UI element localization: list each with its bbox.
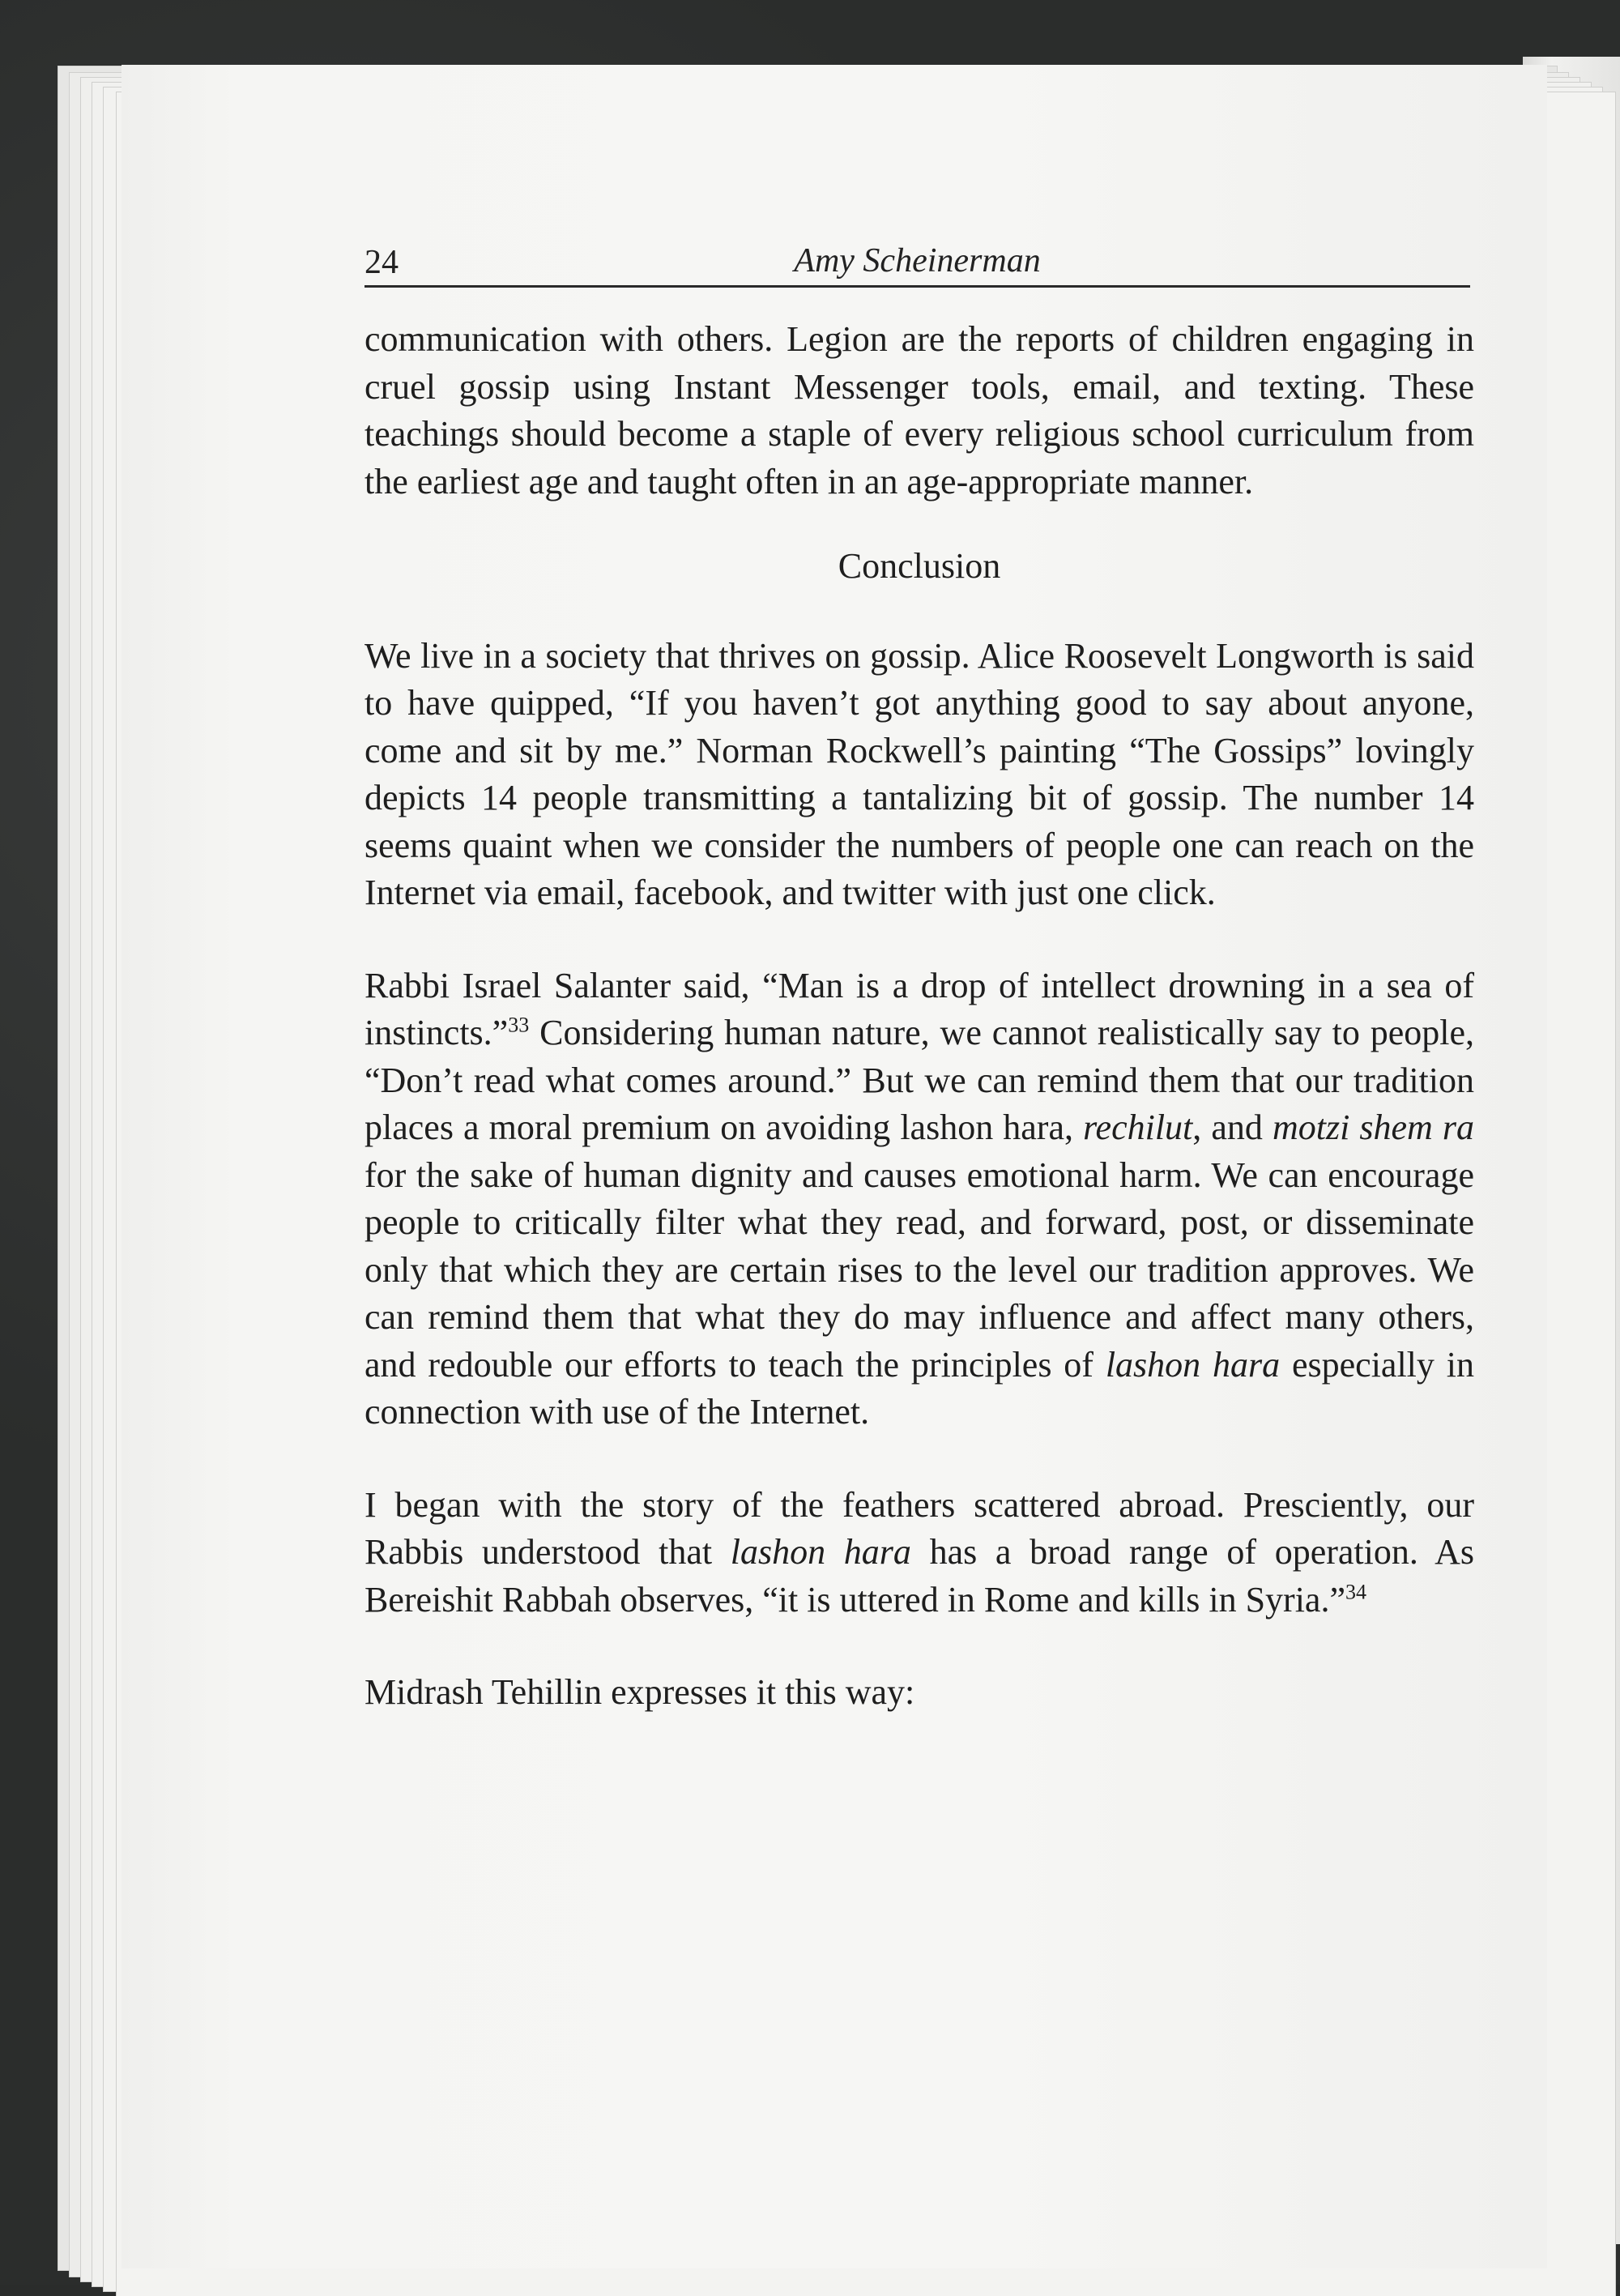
italic-term: lashon hara: [1105, 1344, 1281, 1385]
paragraph: communication with others. Legion are the reports of children engaging in cruel gossip using Instant Messenger tools, email, and texting. These teachings should become a staple of every religious school curriculum from the earliest age and taught often in an age-appropriate manner.: [364, 319, 1474, 501]
text-run: Rabbi Israel Salanter said, “Man is a drop of intellect drowning in a sea of instincts.”: [364, 965, 1474, 1052]
section-heading: Conclusion: [838, 546, 1001, 586]
text-run: especially in connection with use of the Internet.: [364, 1344, 1474, 1432]
text-run: I began with the story of the feathers scattered abroad. Presciently, our Rabbis understood that: [364, 1484, 1474, 1572]
italic-term: lashon hara: [730, 1532, 911, 1572]
italic-term: rechilut: [1083, 1107, 1193, 1147]
paragraph: [364, 1482, 1474, 1624]
text-run: has a broad range of operation. As Bereishit Rabbah observes, “it is uttered in Rome and kills in Syria.”: [364, 1532, 1475, 1620]
footnote-marker: 33: [508, 1013, 530, 1037]
text-run: , and: [1192, 1107, 1273, 1147]
text-run: for the sake of human dignity and causes emotional harm. We can encourage people to critically filter what they read, and forward, post, or disseminate only that which they are certain rises to the level our tradition approves. We can remind them that what they do may influence and affect many others, and redouble our efforts to teach the principles of: [364, 1154, 1474, 1385]
paragraph: Midrash Tehillin expresses it this way:: [364, 1672, 915, 1712]
footnote-marker: 34: [1345, 1579, 1366, 1603]
page-number: 24: [364, 244, 399, 281]
text-run: Considering human nature, we cannot realistically say to people, “Don’t read what comes around.” But we can remind them that our tradition places a moral premium on avoiding lashon hara,: [364, 1013, 1474, 1147]
page-header: [364, 240, 1470, 288]
paragraph: [364, 962, 1474, 1436]
italic-term: motzi shem ra: [1272, 1107, 1474, 1147]
body-text: [364, 316, 1474, 1717]
running-head-author: Amy Scheinerman: [794, 242, 1041, 280]
paragraph: We live in a society that thrives on gossip. Alice Roosevelt Longworth is said to have quipped, “If you haven’t got anything good to say about anyone, come and sit by me.” Norman Rockwell’s painting “The Gossips” lovingly depicts 14 people transmitting a tantalizing bit of gossip. The number 14 seems quaint when we consider the numbers of people one can reach on the Internet via email, facebook, and twitter with just one click.: [364, 635, 1474, 912]
